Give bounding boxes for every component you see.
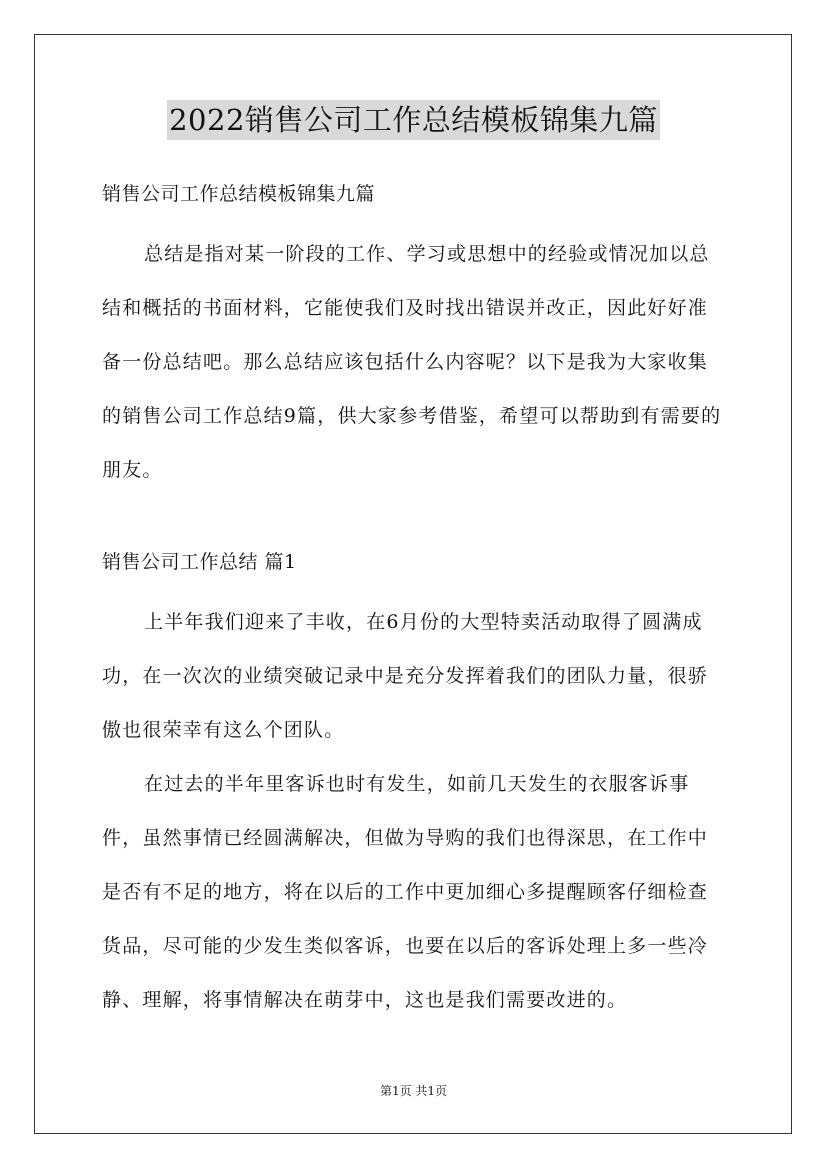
document-title: 2022销售公司工作总结模板锦集九篇	[167, 100, 660, 140]
document-subtitle: 销售公司工作总结模板锦集九篇	[102, 183, 376, 205]
document-body	[102, 175, 727, 1027]
section-heading: 销售公司工作总结 篇1	[102, 551, 297, 573]
body-paragraph-1: 上半年我们迎来了丰收，在6月份的大型特卖活动取得了圆满成功，在一次次的业绩突破记录中是充分发挥着我们的团队力量，很骄傲也很荣幸有这么个团队。	[102, 611, 709, 741]
body-paragraph-2: 在过去的半年里客诉也时有发生，如前几天发生的衣服客诉事件，虽然事情已经圆满解决，但做为导购的我们也得深思，在工作中是否有不足的地方，将在以后的工作中更加细心多提醒顾客仔细检查货品，尽可能的少发生类似客诉，也要在以后的客诉处理上多一些冷静、理解，将事情解决在萌芽中，这也是我们需要改进的。	[102, 773, 709, 1011]
intro-paragraph: 总结是指对某一阶段的工作、学习或思想中的经验或情况加以总结和概括的书面材料，它能使我们及时找出错误并改正，因此好好准备一份总结吧。那么总结应该包括什么内容呢？以下是我为大家收集的销售公司工作总结9篇，供大家参考借鉴，希望可以帮助到有需要的朋友。	[102, 243, 722, 481]
page-footer: 第1页 共1页	[379, 1084, 448, 1098]
title-container	[0, 100, 827, 140]
